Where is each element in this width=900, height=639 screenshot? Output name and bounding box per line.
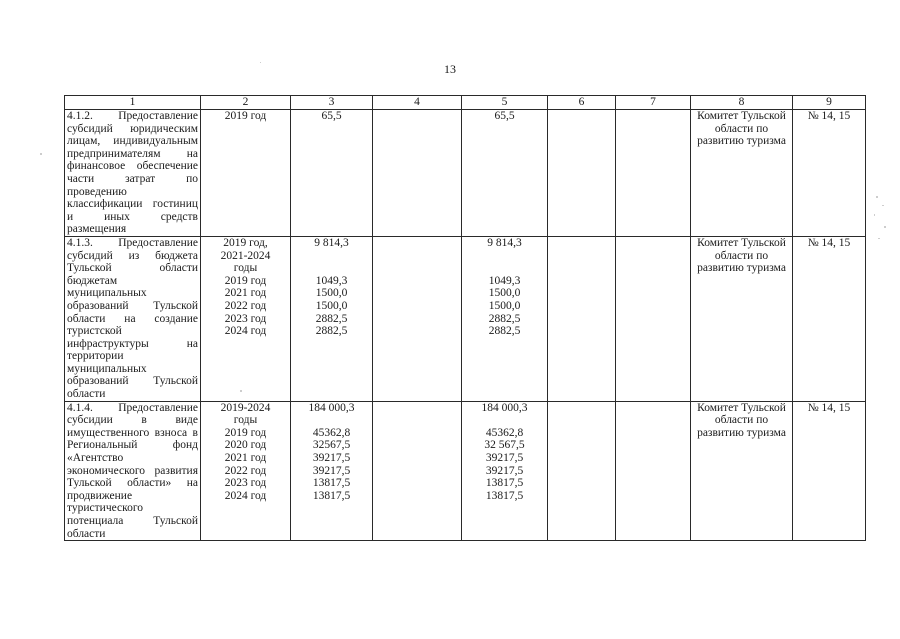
column-5-cell-line: 45362,8 [485,426,524,439]
table-row [65,110,866,237]
period-cell [201,236,291,401]
total-cell-line: 9 814,3 [314,236,349,249]
executor-cell: Комитет Тульской области по развитию туризма [691,401,793,541]
period-cell-line: 2020 год [224,439,267,452]
period-cell-line: 2024 год [224,489,267,502]
period-cell-line: 2019 год [224,274,267,287]
total-cell-line: 65,5 [321,110,342,122]
column-5-cell-line: 2882,5 [488,325,521,338]
column-5-cell-line [464,414,545,427]
indicator-ref-cell: № 14, 15 [793,236,866,401]
scan-speck [878,238,880,239]
total-cell [291,110,373,237]
indicator-ref-cell: № 14, 15 [793,401,866,541]
table-row [65,401,866,541]
total-cell [291,401,373,541]
measure-description: 4.1.4. Предоставление субсидии в виде имущественного взноса в Региональный фонд «Агентство экономического развития Тульской области» на продвижение туристического потенциала Тульской области [65,401,201,541]
period-cell [201,401,291,541]
total-cell-line: 13817,5 [312,477,351,490]
total-cell-line: 2882,5 [315,325,348,338]
column-header-8: 8 [691,96,793,110]
column-7-cell [616,401,691,541]
column-6-cell [548,110,616,237]
column-7-cell [616,110,691,237]
total-cell-line: 1500,0 [315,299,348,312]
column-header-3: 3 [291,96,373,110]
column-header-6: 6 [548,96,616,110]
total-cell-line: 184 000,3 [308,401,355,414]
table-body [65,110,866,541]
total-cell-line [293,262,370,275]
total-cell-line: 2882,5 [315,312,348,325]
column-5-cell-line: 32 567,5 [484,439,525,452]
column-5-cell-line: 1500,0 [488,287,521,300]
column-header-5: 5 [462,96,548,110]
total-cell [291,236,373,401]
table-row [65,236,866,401]
scan-speck [882,205,884,206]
column-4-cell [373,110,462,237]
column-6-cell [548,236,616,401]
column-5-cell-line: 1049,3 [488,274,521,287]
column-5-cell-line: 2882,5 [488,312,521,325]
period-cell-line: 2019-2024 [220,401,271,414]
total-cell-line: 1500,0 [315,287,348,300]
period-cell [201,110,291,237]
column-header-9: 9 [793,96,866,110]
total-cell-line: 1049,3 [315,274,348,287]
scan-speck [884,226,886,228]
column-5-cell [462,110,548,237]
column-5-cell-line [464,250,545,263]
total-cell-line: 45362,8 [312,426,351,439]
period-cell-line: 2021 год [224,452,267,465]
column-5-cell-line: 13817,5 [485,477,524,490]
column-header-4: 4 [373,96,462,110]
period-cell-line: 2019 год [224,110,267,122]
period-cell-line: 2019 год [224,426,267,439]
scan-speck [874,214,875,216]
column-header-2: 2 [201,96,291,110]
column-5-cell-line: 39217,5 [485,452,524,465]
period-cell-line: 2021-2024 [220,249,271,262]
page-number: 13 [444,62,456,76]
column-7-cell [616,236,691,401]
total-cell-line: 39217,5 [312,464,351,477]
total-cell-line: 13817,5 [312,489,351,502]
total-cell-line: 39217,5 [312,452,351,465]
column-4-cell [373,401,462,541]
executor-cell: Комитет Тульской области по развитию туризма [691,236,793,401]
executor-cell: Комитет Тульской области по развитию туризма [691,110,793,237]
period-cell-line: 2022 год [224,464,267,477]
scan-speck [876,196,878,198]
period-cell-line: 2023 год [224,312,267,325]
column-5-cell-line [464,262,545,275]
total-cell-line [293,250,370,263]
column-5-cell-line: 184 000,3 [481,401,528,414]
header-row [65,96,866,110]
column-5-cell [462,236,548,401]
column-6-cell [548,401,616,541]
column-5-cell-line: 9 814,3 [487,236,522,249]
column-5-cell-line: 1500,0 [488,299,521,312]
scan-speck [240,390,242,392]
total-cell-line [293,414,370,427]
column-5-cell-line: 13817,5 [485,489,524,502]
column-header-1: 1 [65,96,201,110]
column-5-cell-line: 39217,5 [485,464,524,477]
period-cell-line: 2021 год [224,287,267,300]
measure-description: 4.1.3. Предоставление субсидий из бюджета Тульской области бюджетам муниципальных образований Тульской области на создание туристской инфраструктуры на территории муниципальных образований Тульской области [65,236,201,401]
period-cell-line: 2023 год [224,477,267,490]
column-5-cell [462,401,548,541]
column-header-7: 7 [616,96,691,110]
scan-speck [260,62,261,63]
indicator-ref-cell: № 14, 15 [793,110,866,237]
period-cell-line: 2024 год [224,325,267,338]
total-cell-line: 32567,5 [312,439,351,452]
period-cell-line: годы [233,262,258,275]
period-cell-line: годы [233,414,258,427]
scan-speck [40,153,42,155]
column-4-cell [373,236,462,401]
period-cell-line: 2019 год, [223,236,268,249]
column-5-cell-line: 65,5 [494,110,515,122]
measure-description: 4.1.2. Предоставление субсидий юридическим лицам, индивидуальным предпринимателям на финансовое обеспечение части затрат по проведению классификации гостиниц и иных средств размещения [65,110,201,237]
period-cell-line: 2022 год [224,299,267,312]
program-table [64,95,866,541]
